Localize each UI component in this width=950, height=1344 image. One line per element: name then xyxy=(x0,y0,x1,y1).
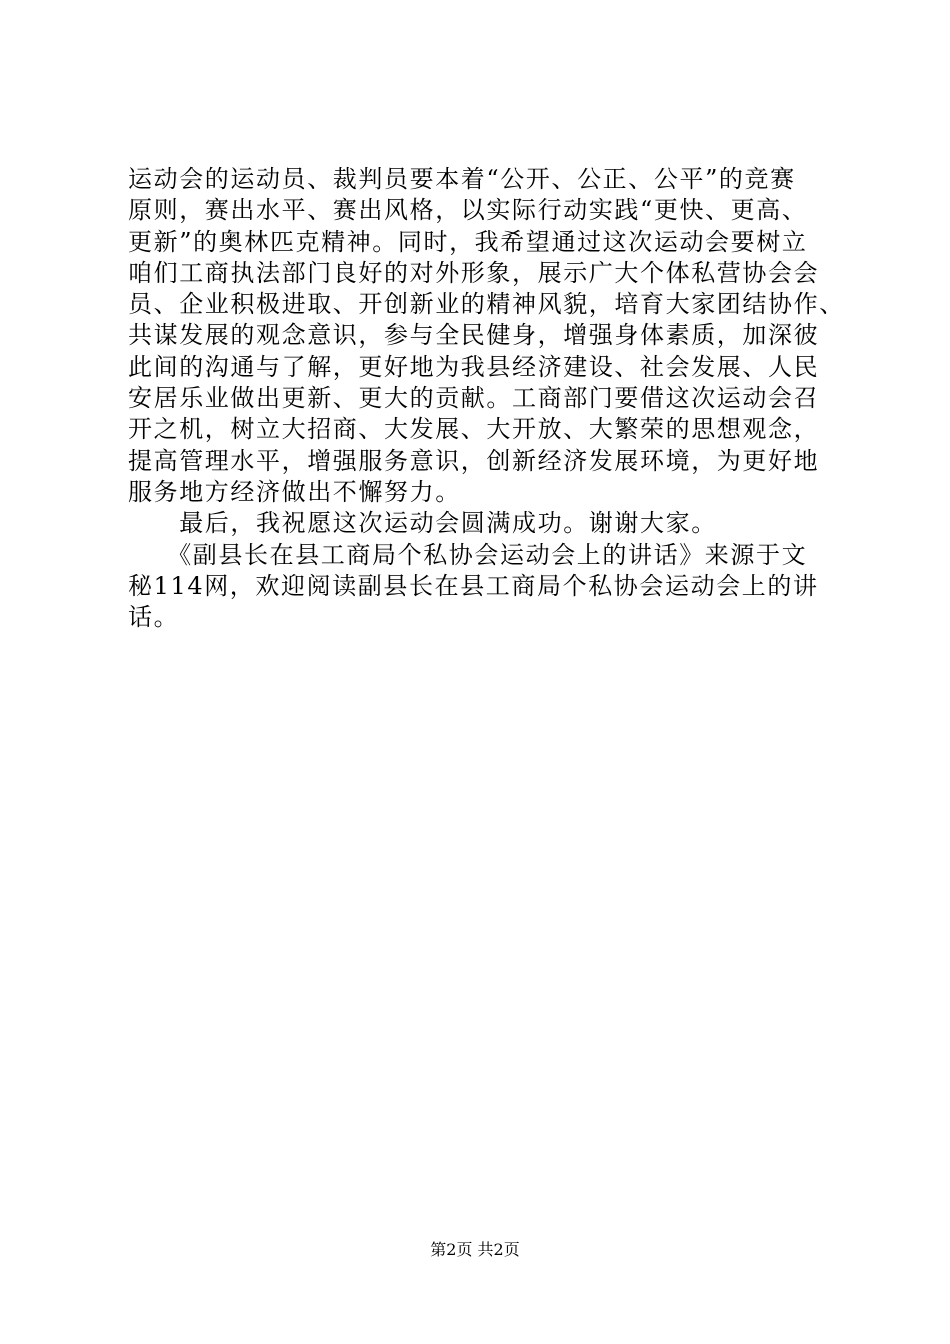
text-line: 安居乐业做出更新、更大的贡献。工商部门要借这次运动会召 xyxy=(128,384,820,413)
text-line: 共谋发展的观念意识，参与全民健身，增强身体素质，加深彼 xyxy=(128,321,820,350)
text-line: 咱们工商执法部门良好的对外形象，展示广大个体私营协会会 xyxy=(128,258,820,287)
text-line: 运动会的运动员、裁判员要本着“公开、公正、公平”的竞赛 xyxy=(128,165,796,193)
text-line: 开之机，树立大招商、大发展、大开放、大繁荣的思想观念， xyxy=(128,415,820,444)
text-line: 原则，赛出水平、赛出风格，以实际行动实践“更快、更高、 xyxy=(128,196,808,225)
source-note-line: 《副县长在县工商局个私协会运动会上的讲话》来源于文 xyxy=(128,540,808,569)
text-line: 更新”的奥林匹克精神。同时，我希望通过这次运动会要树立 xyxy=(128,227,808,256)
page-footer: 第2页 共2页 xyxy=(430,1240,520,1259)
source-note-line: 话。 xyxy=(128,603,180,632)
text-line: 此间的沟通与了解，更好地为我县经济建设、社会发展、人民 xyxy=(128,352,820,381)
document-body xyxy=(128,164,848,633)
text-line: 提高管理水平，增强服务意识，创新经济发展环境，为更好地 xyxy=(128,446,820,475)
text-line: 员、企业积极进取、开创新业的精神风貌，培育大家团结协作、 xyxy=(128,290,845,319)
text-line: 服务地方经济做出不懈努力。 xyxy=(128,477,461,506)
source-note-line: 秘114网，欢迎阅读副县长在县工商局个私协会运动会上的讲 xyxy=(128,571,819,600)
closing-line: 最后，我祝愿这次运动会圆满成功。谢谢大家。 xyxy=(128,509,717,538)
